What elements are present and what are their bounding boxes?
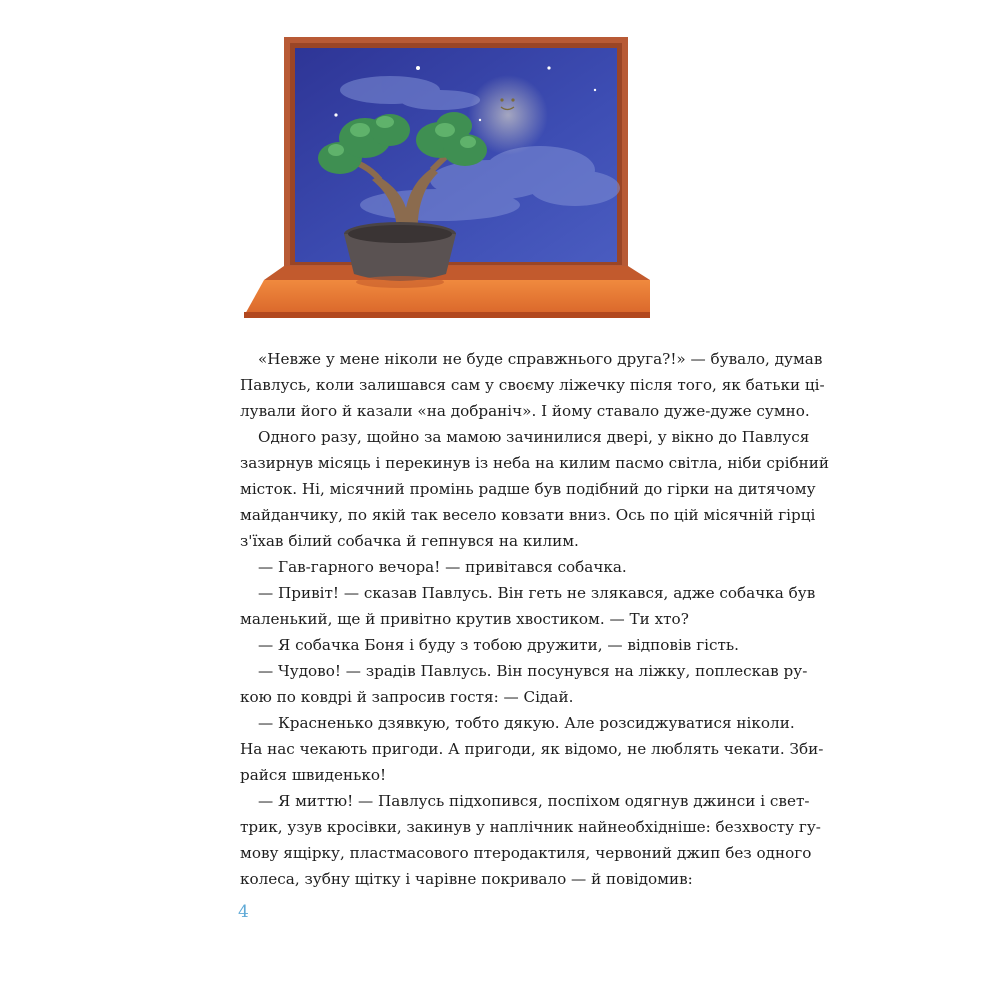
text-line-10: — Привіт! — сказав Павлусь. Він геть не злякався, адже собачка був: [258, 584, 816, 602]
text-line-20: мову ящірку, пластмасового птеродактиля, червоний джип без одного: [240, 844, 812, 862]
text-line-4: Одного разу, щойно за мамою зачинилися двері, у вікно до Павлуся: [258, 428, 810, 446]
text-line-5: зазирнув місяць і перекинув із неба на килим пасмо світла, ніби срібний: [240, 454, 830, 472]
text-line-1: «Невже у мене ніколи не буде справжнього друга?!» — бувало, думав: [258, 350, 823, 368]
text-line-21: колеса, зубну щітку і чарівне покривало — й повідомив:: [240, 870, 693, 888]
window-sill: [244, 280, 650, 316]
text-line-14: кою по ковдрі й запросив гостя: — Сідай.: [240, 688, 574, 706]
text-line-15: — Красненько дзявкую, тобто дякую. Але розсиджуватися ніколи.: [258, 714, 795, 732]
story-text: [240, 346, 830, 892]
text-line-13: — Чудово! — зрадів Павлусь. Він посунувся на ліжку, поплескав ру-: [258, 662, 808, 680]
text-line-6: місток. Ні, місячний промінь радше був подібний до гірки на дитячому: [240, 480, 816, 498]
text-line-11: маленький, ще й привітно крутив хвостиком. — Ти хто?: [240, 610, 689, 628]
text-line-19: трик, узув кросівки, закинув у наплічник найнеобхідніше: безхвосту гу-: [240, 818, 821, 836]
page-number: 4: [238, 902, 249, 922]
text-line-3: лували його й казали «на добраніч». І йому ставало дуже-дуже сумно.: [240, 402, 810, 420]
night-window-picture: [240, 30, 660, 322]
text-line-18: — Я миттю! — Павлусь підхопився, поспіхом одягнув джинси і свет-: [258, 792, 810, 810]
window-illustration: [240, 30, 660, 322]
text-line-2: Павлусь, коли залишався сам у своєму ліжечку після того, як батьки ці-: [240, 376, 825, 394]
text-line-16: На нас чекають пригоди. А пригоди, як відомо, не люблять чекати. Зби-: [240, 740, 824, 758]
text-line-12: — Я собачка Боня і буду з тобою дружити, — відповів гість.: [258, 636, 740, 654]
text-line-7: майданчику, по якій так весело ковзати вниз. Ось по цій місячній гірці: [240, 506, 816, 524]
text-line-17: райся швиденько!: [240, 766, 387, 784]
text-line-9: — Гав-гарного вечора! — привітався собачка.: [258, 558, 627, 576]
text-line-8: з'їхав білий собачка й гепнувся на килим.: [240, 532, 579, 550]
